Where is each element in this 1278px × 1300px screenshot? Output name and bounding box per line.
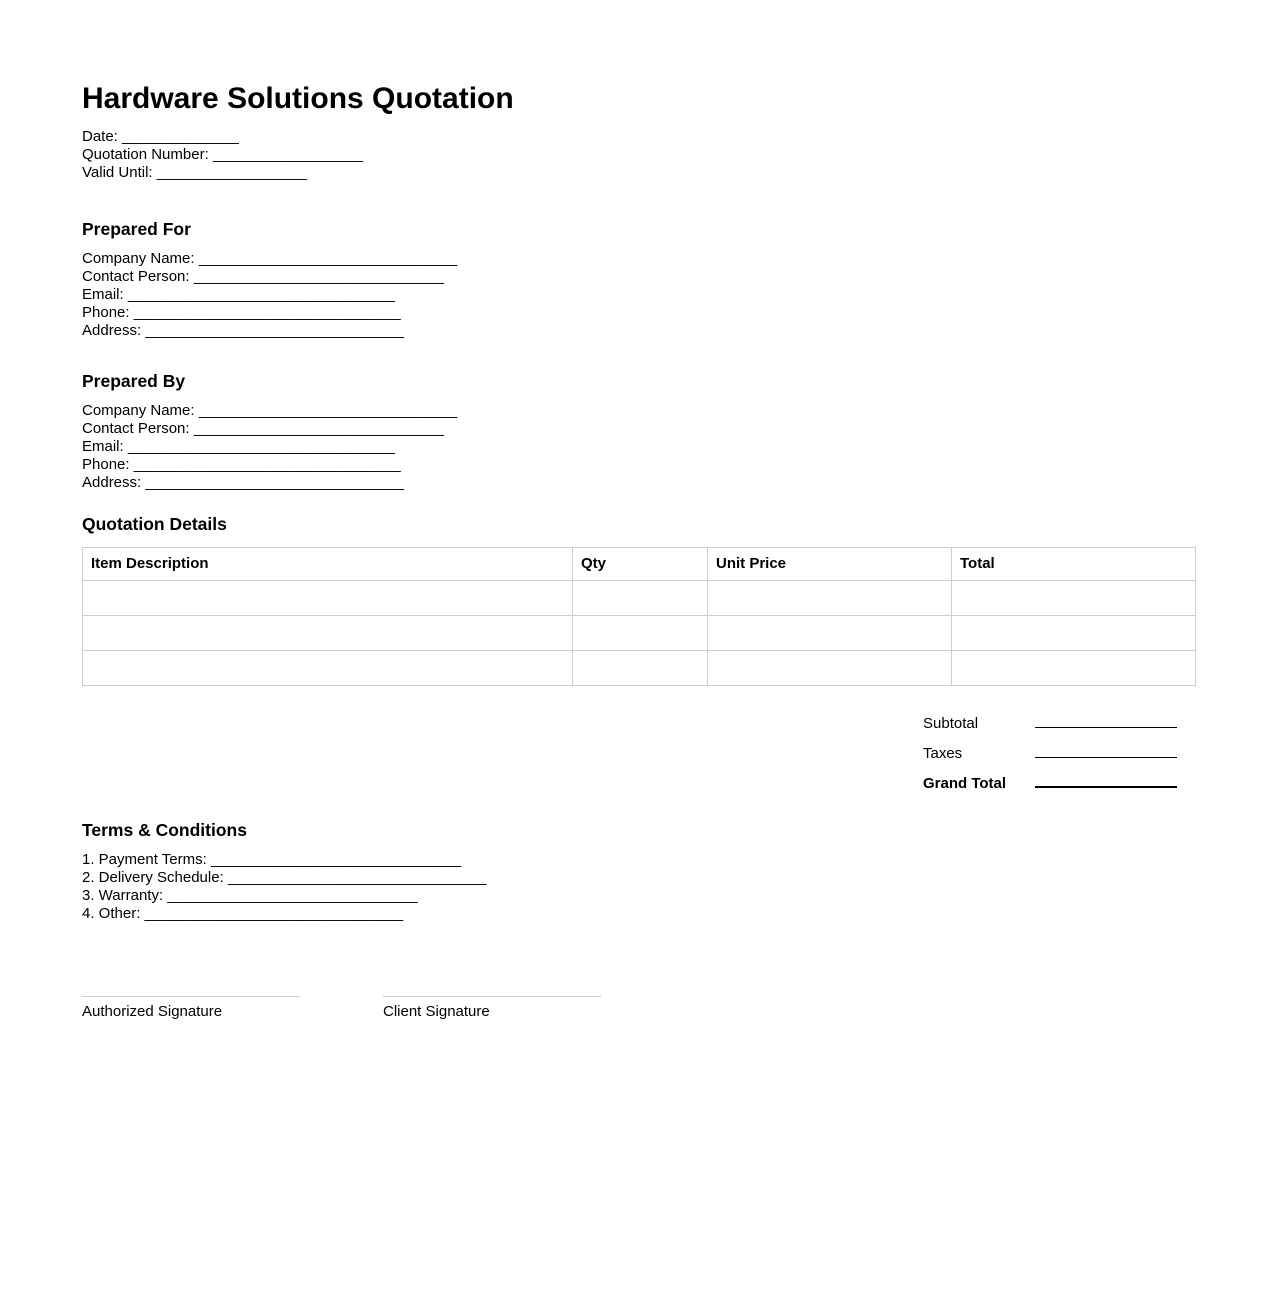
table-row [83,581,1196,616]
taxes-row [923,740,1177,770]
column-header-total: Total [952,548,1196,581]
table-cell [952,651,1196,686]
company-name-blank: _______________________________ [198,402,458,419]
other-blank: _______________________________ [144,905,404,922]
client-signature-block [383,996,601,1021]
phone-label: Phone: [82,456,130,473]
warranty-item [82,887,1195,905]
prepared-for-contact-person-field [82,268,1195,286]
prepared-by-heading: Prepared By [82,371,186,391]
authorized-signature-block [82,996,300,1021]
table-cell [83,616,573,651]
payment-terms-blank: ______________________________ [210,851,462,868]
table-row [83,616,1196,651]
prepared-for-fields [82,250,1195,340]
table-cell [573,616,708,651]
company-name-label: Company Name: [82,402,195,419]
date-field-blank: ______________ [122,128,239,145]
table-cell [708,651,952,686]
table-row [83,651,1196,686]
other-item [82,905,1195,923]
address-blank: _______________________________ [145,322,404,339]
quote-meta [82,128,1195,182]
contact-person-blank: ______________________________ [193,268,445,285]
prepared-for-email-field [82,286,1195,304]
prepared-by-address-field [82,474,1195,492]
column-header-unit-price: Unit Price [708,548,952,581]
quotation-number-label: Quotation Number: [82,146,209,163]
client-signature-label: Client Signature [383,1003,490,1020]
payment-terms-item [82,851,1195,869]
column-header-item-description: Item Description [83,548,573,581]
payment-terms-label: 1. Payment Terms: [82,851,207,868]
valid-until-blank: __________________ [156,164,307,181]
table-cell [708,581,952,616]
phone-blank: ________________________________ [133,304,401,321]
address-label: Address: [82,474,142,491]
contact-person-label: Contact Person: [82,420,190,437]
grand-total-label: Grand Total [923,775,1007,792]
contact-person-blank: ______________________________ [193,420,445,437]
delivery-schedule-blank: _______________________________ [227,869,487,886]
date-field [82,128,1195,146]
authorized-signature-label: Authorized Signature [82,1003,223,1020]
authorized-signature-line [82,996,300,997]
phone-label: Phone: [82,304,130,321]
totals-section [82,710,1177,800]
quotation-items-table [82,547,1196,686]
taxes-label: Taxes [923,745,963,762]
prepared-by-company-name-field [82,402,1195,420]
other-label: 4. Other: [82,905,141,922]
quotation-details-heading: Quotation Details [82,514,227,534]
delivery-schedule-label: 2. Delivery Schedule: [82,869,224,886]
warranty-label: 3. Warranty: [82,887,164,904]
prepared-for-phone-field [82,304,1195,322]
prepared-for-company-name-field [82,250,1195,268]
subtotal-label: Subtotal [923,715,979,732]
warranty-blank: ______________________________ [167,887,418,904]
date-field-label: Date: [82,128,118,145]
table-header-row [83,548,1196,581]
taxes-blank-line [1035,740,1177,758]
subtotal-blank-line [1035,710,1177,728]
prepared-by-contact-person-field [82,420,1195,438]
email-blank: ________________________________ [127,438,395,455]
prepared-for-heading: Prepared For [82,219,191,239]
address-blank: _______________________________ [145,474,404,491]
grand-total-blank-line [1035,770,1177,788]
terms-list [82,851,1195,923]
valid-until-field [82,164,1195,182]
prepared-for-address-field [82,322,1195,340]
signatures-section [82,996,1195,1021]
quotation-number-blank: __________________ [212,146,364,163]
grand-total-row [923,770,1177,800]
page-title: Hardware Solutions Quotation [82,82,514,115]
column-header-qty: Qty [573,548,708,581]
delivery-schedule-item [82,869,1195,887]
valid-until-label: Valid Until: [82,164,153,181]
client-signature-line [383,996,601,997]
address-label: Address: [82,322,142,339]
contact-person-label: Contact Person: [82,268,190,285]
prepared-by-fields [82,402,1195,492]
email-label: Email: [82,286,124,303]
table-cell [83,581,573,616]
email-label: Email: [82,438,124,455]
table-cell [573,581,708,616]
company-name-blank: _______________________________ [198,250,458,267]
table-cell [573,651,708,686]
prepared-by-phone-field [82,456,1195,474]
table-cell [708,616,952,651]
quotation-number-field [82,146,1195,164]
subtotal-row [923,710,1177,740]
email-blank: ________________________________ [127,286,395,303]
table-cell [83,651,573,686]
table-cell [952,616,1196,651]
prepared-by-email-field [82,438,1195,456]
company-name-label: Company Name: [82,250,195,267]
table-cell [952,581,1196,616]
terms-heading: Terms & Conditions [82,820,247,840]
phone-blank: ________________________________ [133,456,401,473]
